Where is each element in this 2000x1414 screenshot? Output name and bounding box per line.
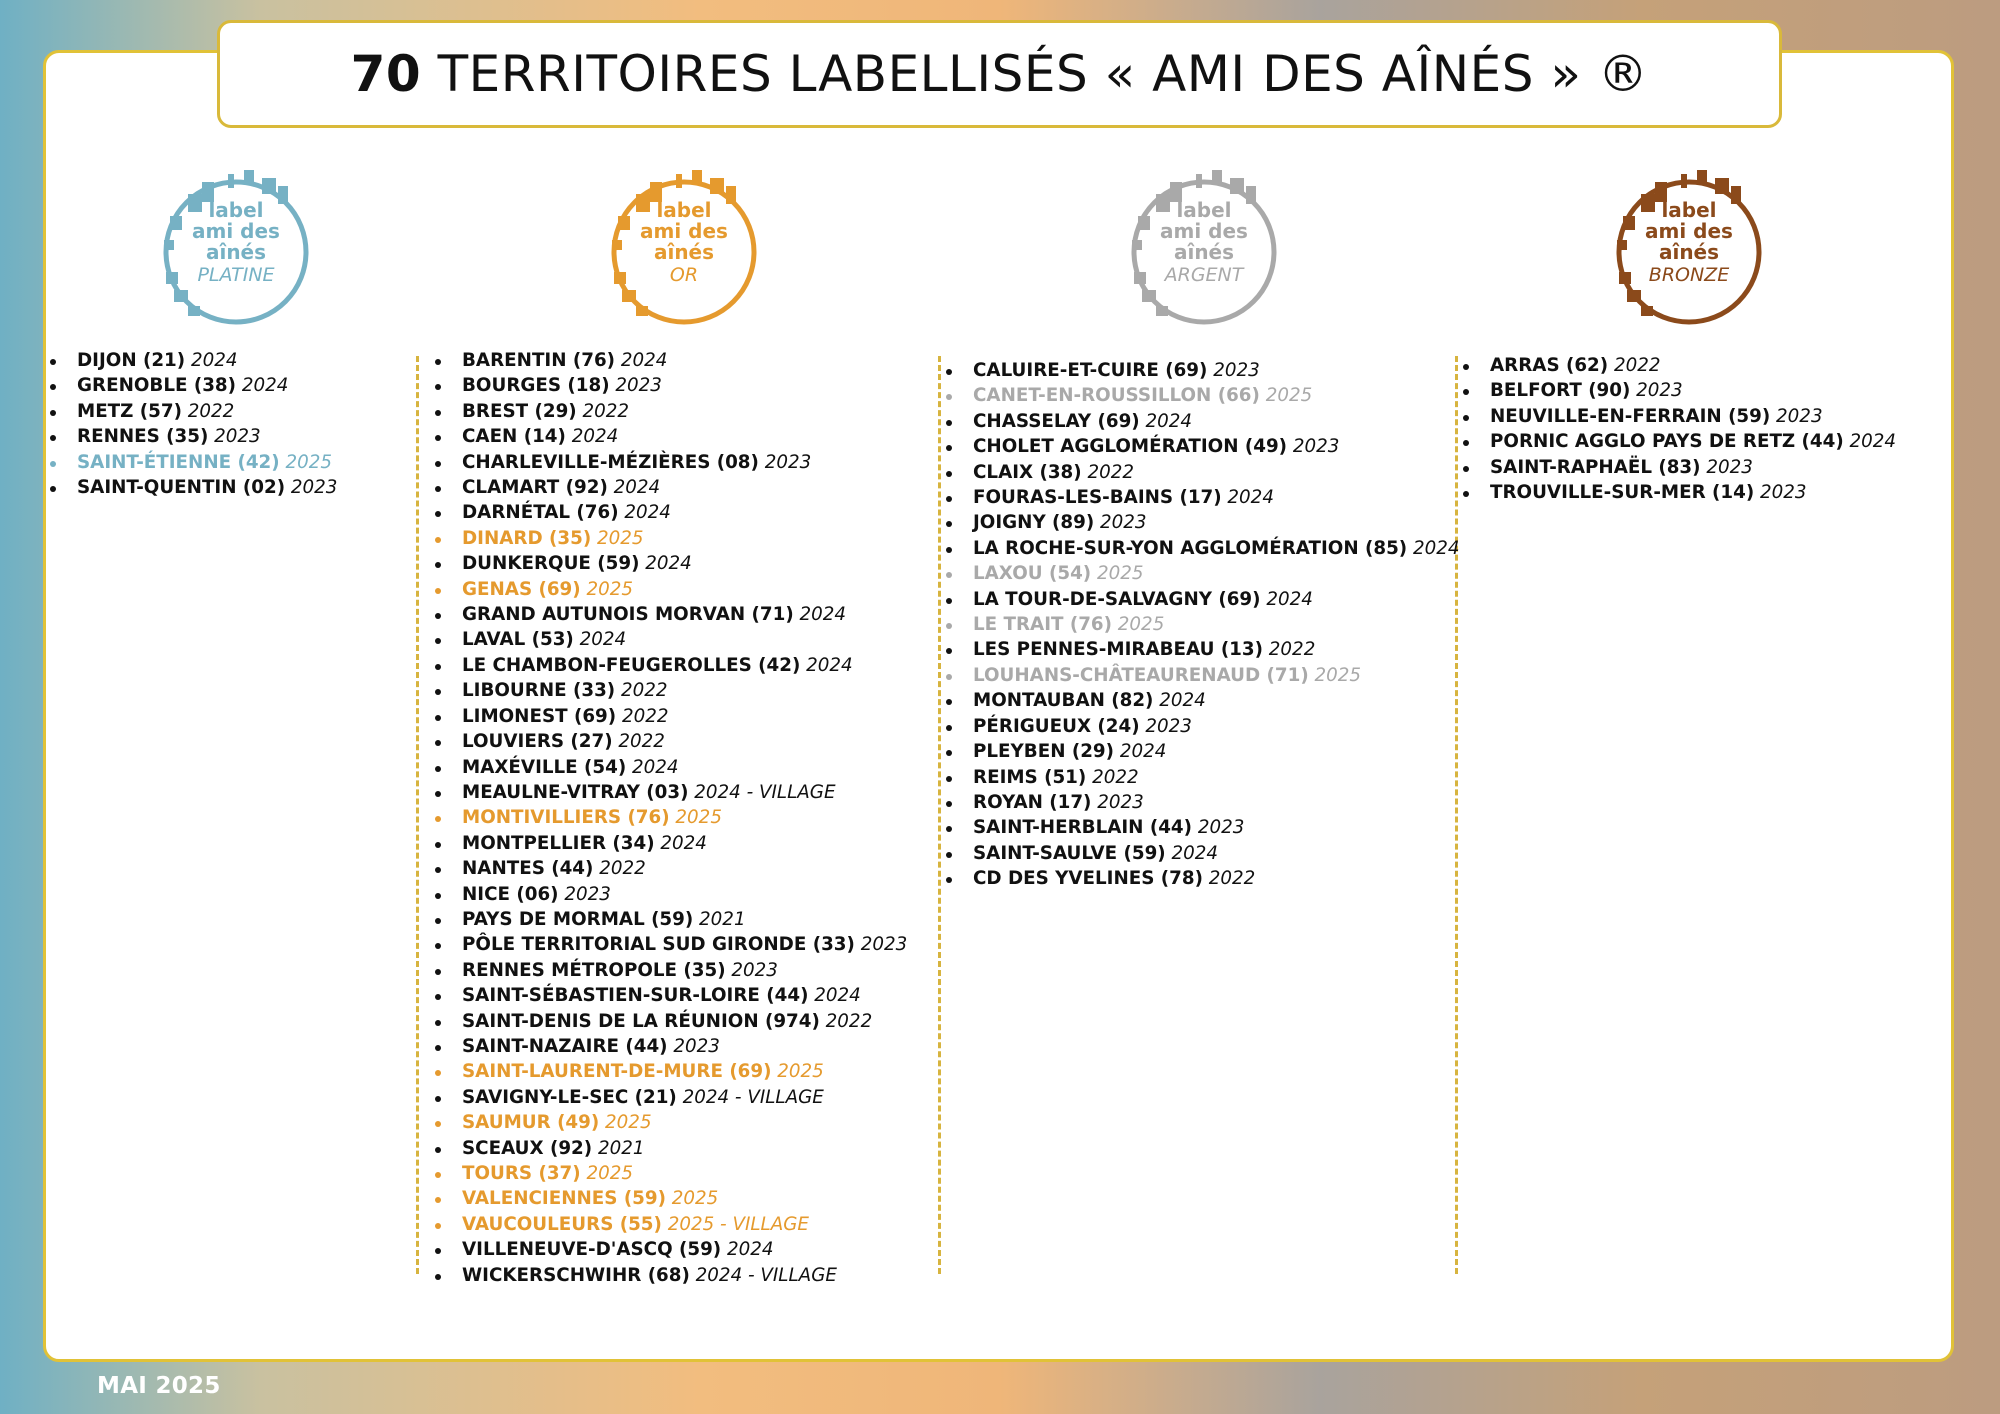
label-year: 2022 [1087, 461, 1134, 483]
territory-name: TOURS (37) [462, 1163, 581, 1184]
territory-name: VAUCOULEURS (55) [462, 1213, 662, 1235]
territory-name: CLAIX (38) [973, 461, 1082, 483]
separator-1 [416, 356, 419, 1274]
territory-name: MAXÉVILLE (54) [462, 756, 627, 778]
territory-name: NICE (06) [462, 883, 559, 905]
list-item [425, 958, 907, 983]
label-year: 2023 [764, 451, 812, 473]
list-item [936, 663, 1460, 688]
territory-name: LAVAL (53) [462, 629, 574, 651]
list-item [1453, 378, 1896, 403]
territory-name: JOIGNY (89) [973, 512, 1095, 534]
label-year: 2025 - VILLAGE [667, 1213, 809, 1235]
label-year: 2024 [806, 654, 853, 676]
list-item [425, 399, 907, 424]
list-item [936, 866, 1460, 891]
column-or [425, 348, 907, 1288]
list-item [425, 348, 907, 373]
logo-text: label [1661, 198, 1717, 222]
column-platine [40, 348, 337, 500]
territory-name: GENAS (69) [462, 578, 581, 600]
territory-name: SAINT-RAPHAËL (83) [1490, 456, 1701, 478]
territory-name: FOURAS-LES-BAINS (17) [973, 487, 1222, 509]
list-item [425, 755, 907, 780]
logo-tier: OR [669, 264, 699, 286]
label-seal-icon [140, 160, 320, 330]
label-year: 2023 [564, 883, 611, 905]
label-year: 2021 [699, 908, 746, 930]
logo-text: aînés [1658, 240, 1720, 264]
page-title [351, 45, 1649, 103]
label-year: 2025 [671, 1188, 719, 1210]
label-year: 2024 [1412, 537, 1460, 559]
list-item [936, 612, 1460, 637]
list-item [936, 714, 1460, 739]
territory-name: METZ (57) [77, 400, 182, 422]
label-year: 2025 [777, 1061, 824, 1083]
label-year: 2024 [1171, 842, 1219, 864]
list-item [425, 1186, 907, 1211]
title-text: TERRITOIRES LABELLISÉS « AMI DES AÎNÉS » ® [421, 45, 1649, 103]
label-year: 2023 [1213, 360, 1260, 381]
label-year: 2024 [571, 426, 619, 448]
list-item [425, 856, 907, 881]
list-item [936, 561, 1460, 586]
logo-tier: BRONZE [1648, 264, 1730, 286]
label-year: 2022 [582, 400, 629, 422]
label-year: 2024 [1159, 690, 1206, 712]
label-year: 2024 [190, 350, 238, 371]
list-item [936, 536, 1460, 561]
territory-name: ROYAN (17) [973, 791, 1092, 813]
list-item [425, 1136, 907, 1161]
territory-name: DINARD (35) [462, 527, 592, 549]
list-item [936, 688, 1460, 713]
territory-name: CLAMART (92) [462, 477, 608, 499]
label-year: 2022 [1092, 766, 1139, 788]
logo-text: label [656, 198, 712, 222]
logo-bronze [1593, 160, 1773, 330]
territory-name: LES PENNES-MIRABEAU (13) [973, 639, 1263, 661]
list-item [425, 1059, 907, 1084]
title-banner [217, 20, 1782, 128]
label-year: 2022 [1208, 868, 1256, 890]
label-year: 2024 [1266, 588, 1313, 610]
list-item [425, 1034, 907, 1059]
label-year: 2024 [1227, 487, 1274, 509]
logo-or [588, 160, 768, 330]
territory-name: LA TOUR-DE-SALVAGNY (69) [973, 588, 1261, 610]
list-item [936, 434, 1460, 459]
territory-name: DARNÉTAL (76) [462, 502, 619, 524]
column-bronze [1453, 353, 1896, 505]
label-year: 2024 [632, 756, 679, 778]
label-year: 2022 [618, 731, 665, 753]
label-year: 2024 [1119, 741, 1167, 763]
territory-name: RENNES (35) [77, 426, 209, 448]
list-item [936, 841, 1460, 866]
territory-name: WICKERSCHWIHR (68) [462, 1264, 690, 1286]
list-item [425, 373, 907, 398]
label-year: 2025 [1096, 563, 1144, 585]
logo-text: ami des [1160, 219, 1248, 243]
label-year: 2025 [597, 527, 644, 549]
territory-name: RENNES MÉTROPOLE (35) [462, 959, 726, 981]
list-item [936, 485, 1460, 510]
territory-name: DIJON (21) [77, 350, 186, 371]
label-year: 2024 [579, 629, 627, 651]
territory-name: CHARLEVILLE-MÉZIÈRES (08) [462, 451, 759, 473]
territory-name: BREST (29) [462, 400, 577, 422]
logo-text: aînés [653, 240, 715, 264]
list-item [425, 1110, 907, 1135]
territory-name: MONTIVILLIERS (76) [462, 807, 670, 829]
label-year: 2022 [825, 1010, 873, 1032]
label-year: 2024 [624, 502, 671, 524]
territory-name: SCEAUX (92) [462, 1137, 593, 1159]
label-year: 2023 [1100, 512, 1147, 534]
list-item [425, 805, 907, 830]
territory-name: NANTES (44) [462, 858, 594, 880]
territory-name: ARRAS (62) [1490, 355, 1609, 376]
list-item [936, 587, 1460, 612]
territory-name: CANET-EN-ROUSSILLON (66) [973, 385, 1260, 407]
territory-name: BELFORT (90) [1490, 380, 1631, 402]
title-count: 70 [350, 45, 422, 103]
label-year: 2023 [860, 934, 908, 956]
territory-name: GRAND AUTUNOIS MORVAN (71) [462, 604, 794, 626]
territory-name: LIMONEST (69) [462, 705, 617, 727]
territory-name: LOUVIERS (27) [462, 731, 613, 753]
list-item [936, 765, 1460, 790]
label-year: 2023 [290, 477, 338, 499]
list-item [936, 460, 1460, 485]
list-item [40, 348, 337, 373]
territory-name: GRENOBLE (38) [77, 375, 236, 397]
label-year: 2024 [613, 477, 661, 499]
territory-name: BARENTIN (76) [462, 350, 616, 371]
label-year: 2023 [615, 375, 662, 397]
label-year: 2022 [599, 858, 646, 880]
list-item [936, 739, 1460, 764]
label-year: 2024 [645, 553, 692, 575]
list-item [425, 882, 907, 907]
list-item [425, 500, 907, 525]
logo-text: ami des [192, 219, 280, 243]
label-year: 2022 [620, 680, 668, 702]
footer-date: MAI 2025 [97, 1373, 221, 1399]
label-year: 2023 [1760, 482, 1807, 504]
territory-name: LE CHAMBON-FEUGEROLLES (42) [462, 654, 801, 676]
logo-text: label [1176, 198, 1232, 222]
territory-name: SAINT-DENIS DE LA RÉUNION (974) [462, 1010, 820, 1032]
list-item [40, 424, 337, 449]
territory-name: LIBOURNE (33) [462, 680, 616, 702]
territory-name: VILLENEUVE-D'ASCQ (59) [462, 1239, 722, 1261]
list-item [425, 704, 907, 729]
label-year: 2024 [660, 832, 707, 854]
label-year: 2023 [1292, 436, 1340, 458]
label-year: 2023 [214, 426, 261, 448]
label-year: 2023 [1776, 405, 1823, 427]
list-item [40, 373, 337, 398]
label-year: 2023 [1145, 715, 1192, 737]
label-year: 2024 [726, 1239, 774, 1261]
label-year: 2025 [285, 451, 332, 473]
list-item [425, 424, 907, 449]
territory-name: NEUVILLE-EN-FERRAIN (59) [1490, 405, 1771, 427]
list-item [425, 602, 907, 627]
logo-argent [1108, 160, 1288, 330]
list-item [425, 577, 907, 602]
list-item [425, 1212, 907, 1237]
territory-name: SAINT-QUENTIN (02) [77, 477, 286, 499]
territory-name: SAUMUR (49) [462, 1112, 600, 1134]
list-item [936, 790, 1460, 815]
label-year: 2023 [673, 1035, 720, 1057]
label-year: 2024 [799, 604, 847, 626]
label-year: 2024 [1849, 431, 1897, 453]
label-year: 2024 - VILLAGE [695, 1264, 837, 1286]
territory-name: LA ROCHE-SUR-YON AGGLOMÉRATION (85) [973, 537, 1408, 559]
territory-name: CALUIRE-ET-CUIRE (69) [973, 360, 1208, 381]
list-item [936, 409, 1460, 434]
list-item [1453, 480, 1896, 505]
territory-name: CD DES YVELINES (78) [973, 868, 1203, 890]
list-item [425, 450, 907, 475]
list-item [425, 780, 907, 805]
label-year: 2023 [1636, 380, 1683, 402]
list-or [425, 348, 907, 1288]
label-year: 2024 [620, 350, 668, 371]
label-year: 2025 [1117, 614, 1165, 636]
territory-name: PÔLE TERRITORIAL SUD GIRONDE (33) [462, 934, 855, 956]
label-year: 2024 - VILLAGE [682, 1086, 824, 1108]
list-item [425, 1009, 907, 1034]
logo-text: label [208, 198, 264, 222]
territory-name: DUNKERQUE (59) [462, 553, 640, 575]
label-seal-icon [1108, 160, 1288, 330]
list-item [425, 653, 907, 678]
label-seal-icon [588, 160, 768, 330]
logo-platine [140, 160, 320, 330]
logo-text: aînés [1173, 240, 1235, 264]
label-year: 2025 [586, 1163, 633, 1184]
territory-name: CHOLET AGGLOMÉRATION (49) [973, 436, 1288, 458]
list-item [425, 729, 907, 754]
list-item [425, 526, 907, 551]
label-year: 2025 [1265, 385, 1313, 407]
territory-name: TROUVILLE-SUR-MER (14) [1490, 482, 1755, 504]
territory-name: REIMS (51) [973, 766, 1087, 788]
list-item [425, 1161, 907, 1186]
label-year: 2023 [1097, 791, 1144, 813]
label-year: 2021 [597, 1137, 645, 1159]
label-year: 2022 [1613, 355, 1661, 376]
list-item [936, 383, 1460, 408]
territory-name: MEAULNE-VITRAY (03) [462, 781, 689, 803]
territory-name: PORNIC AGGLO PAYS DE RETZ (44) [1490, 431, 1844, 453]
territory-name: MONTAUBAN (82) [973, 690, 1154, 712]
logo-tier: ARGENT [1164, 264, 1244, 286]
territory-name: SAINT-LAURENT-DE-MURE (69) [462, 1061, 772, 1083]
label-seal-icon [1593, 160, 1773, 330]
list-item [40, 475, 337, 500]
list-item [1453, 455, 1896, 480]
territory-name: PÉRIGUEUX (24) [973, 715, 1140, 737]
territory-name: VALENCIENNES (59) [462, 1188, 666, 1210]
territory-name: SAINT-NAZAIRE (44) [462, 1035, 668, 1057]
territory-name: SAINT-ÉTIENNE (42) [77, 451, 280, 473]
territory-name: MONTPELLIER (34) [462, 832, 655, 854]
territory-name: LOUHANS-CHÂTEAURENAUD (71) [973, 664, 1309, 686]
list-item [425, 983, 907, 1008]
list-item [1453, 404, 1896, 429]
label-year: 2025 [675, 807, 722, 829]
territory-name: SAINT-SÉBASTIEN-SUR-LOIRE (44) [462, 985, 809, 1007]
list-bronze [1453, 353, 1896, 505]
column-argent [936, 358, 1460, 892]
label-year: 2025 [586, 578, 633, 600]
label-year: 2022 [1268, 639, 1316, 661]
list-item [1453, 429, 1896, 454]
list-item [425, 932, 907, 957]
list-item [425, 1237, 907, 1262]
territory-name: LAXOU (54) [973, 563, 1092, 585]
territory-name: SAINT-HERBLAIN (44) [973, 817, 1192, 839]
list-item [40, 450, 337, 475]
list-item [425, 551, 907, 576]
label-year: 2022 [187, 400, 235, 422]
list-platine [40, 348, 337, 500]
list-argent [936, 358, 1460, 892]
list-item [425, 678, 907, 703]
list-item [40, 399, 337, 424]
territory-name: SAINT-SAULVE (59) [973, 842, 1166, 864]
label-year: 2024 - VILLAGE [694, 781, 836, 803]
label-year: 2023 [1197, 817, 1245, 839]
list-item [425, 1263, 907, 1288]
list-item [425, 627, 907, 652]
list-item [936, 510, 1460, 535]
label-year: 2023 [1706, 456, 1753, 478]
list-item [425, 831, 907, 856]
logo-text: ami des [640, 219, 728, 243]
label-year: 2024 [1145, 410, 1193, 432]
territory-name: CAEN (14) [462, 426, 566, 448]
label-year: 2024 [814, 985, 861, 1007]
list-item [936, 637, 1460, 662]
list-item [425, 1085, 907, 1110]
list-item [425, 475, 907, 500]
logo-tier: PLATINE [197, 264, 275, 286]
list-item [1453, 353, 1896, 378]
territory-name: BOURGES (18) [462, 375, 610, 397]
list-item [425, 907, 907, 932]
territory-name: CHASSELAY (69) [973, 410, 1140, 432]
territory-name: PLEYBEN (29) [973, 741, 1115, 763]
label-year: 2025 [605, 1112, 652, 1134]
logo-text: ami des [1645, 219, 1733, 243]
territory-name: SAVIGNY-LE-SEC (21) [462, 1086, 677, 1108]
label-year: 2023 [731, 959, 778, 981]
territory-name: PAYS DE MORMAL (59) [462, 908, 694, 930]
label-year: 2024 [241, 375, 289, 397]
list-item [936, 358, 1460, 383]
logo-text: aînés [205, 240, 267, 264]
label-year: 2022 [621, 705, 669, 727]
territory-name: LE TRAIT (76) [973, 614, 1112, 636]
list-item [936, 815, 1460, 840]
label-year: 2025 [1314, 664, 1362, 686]
